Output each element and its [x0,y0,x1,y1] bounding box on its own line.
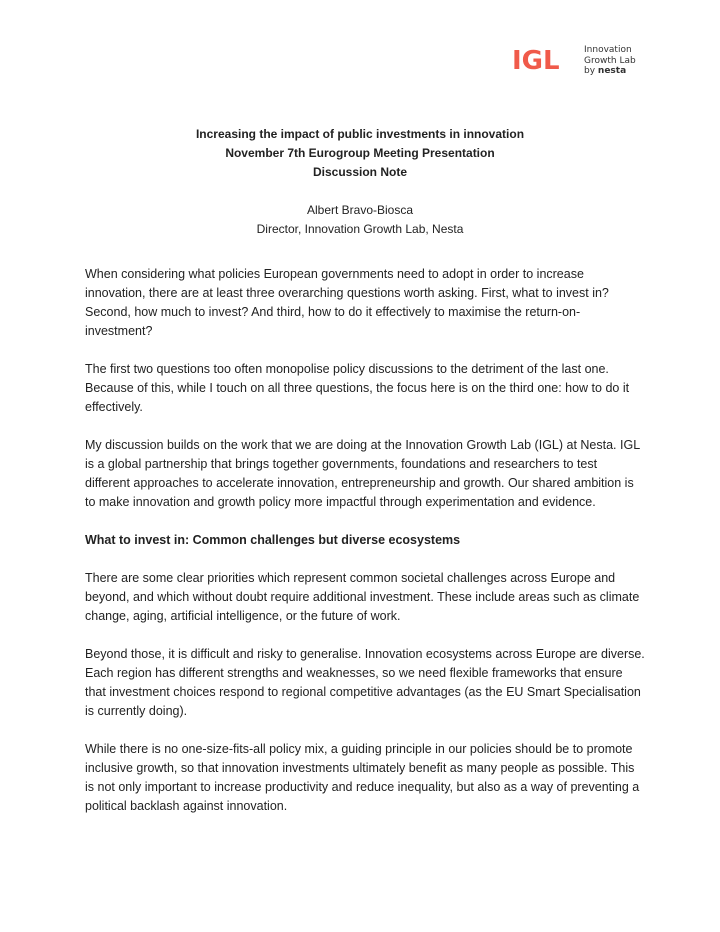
logo-line-3-prefix: by [584,66,598,76]
author-role: Director, Innovation Growth Lab, Nesta [256,222,464,236]
paragraph-4: There are some clear priorities which represent common societal challenges across Europe and beyond, and which without doubt require additional investment. These include areas such as climate change, aging, artificial intelligence, or the future of work. [85,571,640,623]
section-heading-what-to-invest: What to invest in: Common challenges but diverse ecosystems [85,533,461,547]
logo-line-3-brand: nesta [597,66,627,76]
document-header [0,125,720,239]
document-title: Increasing the impact of public investments in innovation [195,127,525,141]
logo-line-2: Growth Lab [584,55,636,66]
paragraph-6: While there is no one-size-fits-all policy mix, a guiding principle in our policies should be to promote inclusive growth, so that innovation investments ultimately benefit as many people as possible. This is not only important to increase productivity and reduce inequality, but also as a way of preventing a political backlash against innovation. [85,742,640,813]
document-type: Discussion Note [312,165,408,179]
igl-logo-mark: IGL [512,46,560,76]
igl-logo-text [584,45,636,77]
header-spacer [0,182,720,201]
logo-line-3 [584,66,636,77]
paragraph-3: My discussion builds on the work that we are doing at the Innovation Growth Lab (IGL) at Nesta. IGL is a global partnership that brings together governments, foundations and researchers to test different approaches to accelerate innovation, entrepreneurship and growth. Our shared ambition is to make innovation and growth policy more impactful through experimentation and evidence. [85,438,640,509]
logo-line-1: Innovation [584,45,632,55]
author-name: Albert Bravo-Biosca [306,203,414,217]
paragraph-2: The first two questions too often monopolise policy discussions to the detriment of the last one. Because of this, while I touch on all three questions, the focus here is on the third one: how to do it effectively. [85,362,630,414]
document-body [85,265,645,835]
document-subtitle: November 7th Eurogroup Meeting Presentation [225,146,495,160]
paragraph-5: Beyond those, it is difficult and risky to generalise. Innovation ecosystems across Europe are diverse. Each region has different strengths and weaknesses, so we need flexible frameworks that ensure that investment choices respond to regional competitive advantages (as the EU Smart Specialisation is currently doing). [85,647,645,718]
paragraph-1: When considering what policies European governments need to adopt in order to increase innovation, there are at least three overarching questions worth asking. First, what to invest in? Second, how much to invest? And third, how to do it effectively to maximise the return-on-investment? [85,267,609,338]
igl-logo [512,44,644,78]
